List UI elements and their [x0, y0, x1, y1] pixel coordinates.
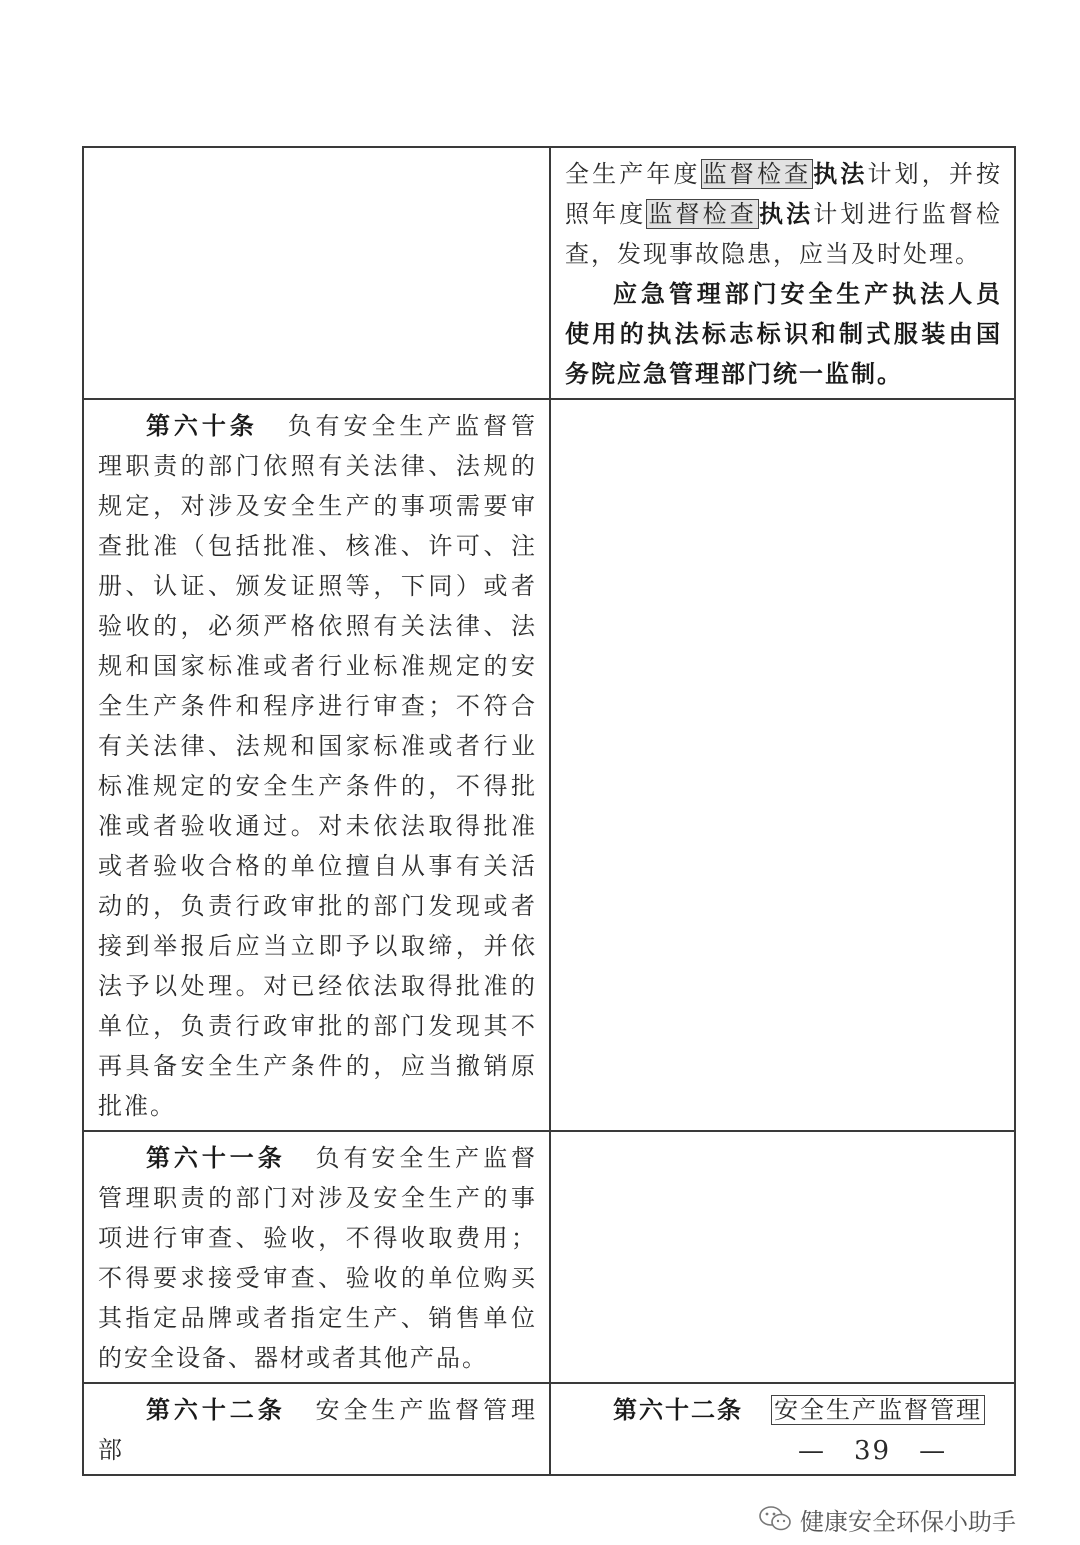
text-segment: 负有安全生产监督管理职责的部门依照有关法律、法规的规定，对涉及安全生产的事项需要审查批准（包括批准、核准、许可、注册、认证、颁发证照等，下同）或者验收的，必须严格依照有关法律、法规和国家标准或者行业标准规定的安全生产条件和程序进行审查；不符合有关法律、法规和国家标准或者行业标准规定的安全生产条件的，不得批准或者验收通过。对未依法取得批准或者验收合格的单位擅自从事有关活动的，负责行政审批的部门发现或者接到举报后应当立即予以取缔，并依法予以处理。对已经依法取得批准的单位，负责行政审批的部门发现其不再具备安全生产条件的，应当撤销原批准。 — [98, 412, 538, 1120]
page-number-text: — 39 — — [798, 1436, 948, 1466]
text-segment: 计划进行监督检查，发现事故隐患，应当及时处理。 — [565, 200, 1003, 268]
text-segment: 计划，并按照年度 — [565, 160, 1003, 228]
paragraph — [565, 274, 1002, 394]
left-cell — [83, 147, 550, 399]
right-cell — [550, 147, 1015, 399]
paragraph — [565, 1390, 1002, 1430]
paragraph — [98, 406, 537, 1126]
text-segment: 全生产年度 — [565, 160, 701, 188]
highlighted-term: 监督检查 — [648, 200, 757, 228]
left-cell — [83, 399, 550, 1131]
article-heading: 应急管理部门安全生产执法人员使用的执法标志标识和制式服装由国务院应急管理部门统一监制。 — [565, 280, 1002, 388]
article-heading: 第六十条 — [146, 412, 258, 440]
left-cell — [83, 1383, 550, 1475]
table-row — [83, 147, 1015, 399]
article-heading: 第六十二条 — [613, 1396, 743, 1424]
text-segment: 安全生产监督管理部 — [98, 1396, 538, 1464]
article-heading: 第六十一条 — [146, 1144, 286, 1172]
article-heading: 执法 — [758, 200, 814, 228]
table-row — [83, 1131, 1015, 1383]
watermark — [758, 1502, 1016, 1536]
table-row — [83, 399, 1015, 1131]
right-cell — [550, 399, 1015, 1131]
article-heading: 执法 — [813, 160, 868, 188]
highlighted-term: 监督检查 — [702, 160, 812, 188]
watermark-text: 健康安全环保小助手 — [800, 1507, 1016, 1536]
comparison-table — [82, 146, 1016, 1476]
wechat-icon — [758, 1504, 794, 1534]
paragraph — [98, 1390, 537, 1470]
paragraph — [98, 1138, 537, 1378]
paragraph — [565, 154, 1002, 274]
text-segment: 负有安全生产监督管理职责的部门对涉及安全生产的事项进行审查、验收，不得收取费用；不得要求接受审查、验收的单位购买其指定品牌或者指定生产、销售单位的安全设备、器材或者其他产品。 — [98, 1144, 538, 1372]
left-cell — [83, 1131, 550, 1383]
article-heading: 第六十二条 — [146, 1396, 286, 1424]
right-cell — [550, 1131, 1015, 1383]
highlighted-term: 安全生产监督管理 — [771, 1395, 985, 1425]
